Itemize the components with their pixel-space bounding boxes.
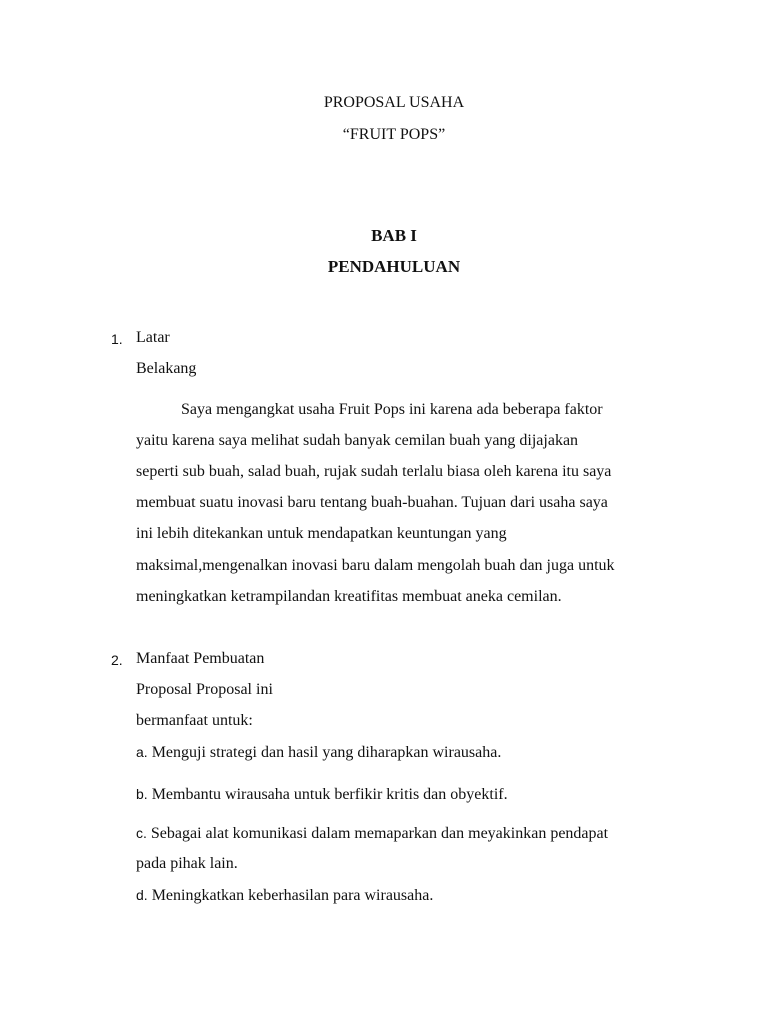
section-1-heading-line-1: Latar — [136, 329, 170, 346]
list-item-marker: b. — [136, 786, 148, 802]
paragraph-line: seperti sub buah, salad buah, rujak sudah terlalu biasa oleh karena itu saya — [136, 463, 612, 480]
list-item — [136, 784, 508, 805]
section-2-heading-line-2: Proposal Proposal ini — [136, 681, 273, 698]
title-line-2: “FRUIT POPS” — [342, 126, 446, 143]
list-item — [136, 742, 501, 763]
section-1-number: 1. — [111, 331, 123, 347]
section-2-heading-line-1: Manfaat Pembuatan — [136, 650, 265, 667]
title-line-1: PROPOSAL USAHA — [323, 94, 465, 111]
list-item-text: pada pihak lain. — [136, 855, 238, 872]
list-item-marker: a. — [136, 744, 148, 760]
paragraph-line: membuat suatu inovasi baru tentang buah-buahan. Tujuan dari usaha saya — [136, 494, 608, 511]
paragraph-line: yaitu karena saya melihat sudah banyak cemilan buah yang dijajakan — [136, 432, 579, 449]
paragraph-line: meningkatkan ketrampilandan kreatifitas membuat aneka cemilan. — [136, 588, 562, 605]
section-1-heading-line-2: Belakang — [136, 360, 197, 377]
paragraph-line: ini lebih ditekankan untuk mendapatkan keuntungan yang — [136, 525, 507, 542]
paragraph-line: Saya mengangkat usaha Fruit Pops ini karena ada beberapa faktor — [181, 401, 603, 418]
list-item-text: Membantu wirausaha untuk berfikir kritis dan obyektif. — [151, 786, 508, 803]
section-2-number: 2. — [111, 652, 123, 668]
list-item-marker: d. — [136, 887, 148, 903]
chapter-number: BAB I — [371, 226, 417, 245]
chapter-title: PENDAHULUAN — [327, 257, 461, 276]
list-item — [136, 823, 608, 844]
list-item-text: Meningkatkan keberhasilan para wirausaha. — [151, 887, 434, 904]
list-item-continuation — [136, 854, 238, 874]
list-item-text: Sebagai alat komunikasi dalam memaparkan dan meyakinkan pendapat — [150, 825, 609, 842]
list-item — [136, 885, 433, 906]
section-2-heading-line-3: bermanfaat untuk: — [136, 712, 253, 729]
paragraph-line: maksimal,mengenalkan inovasi baru dalam mengolah buah dan juga untuk — [136, 557, 615, 574]
list-item-marker: c. — [136, 825, 147, 841]
list-item-text: Menguji strategi dan hasil yang diharapkan wirausaha. — [151, 744, 502, 761]
